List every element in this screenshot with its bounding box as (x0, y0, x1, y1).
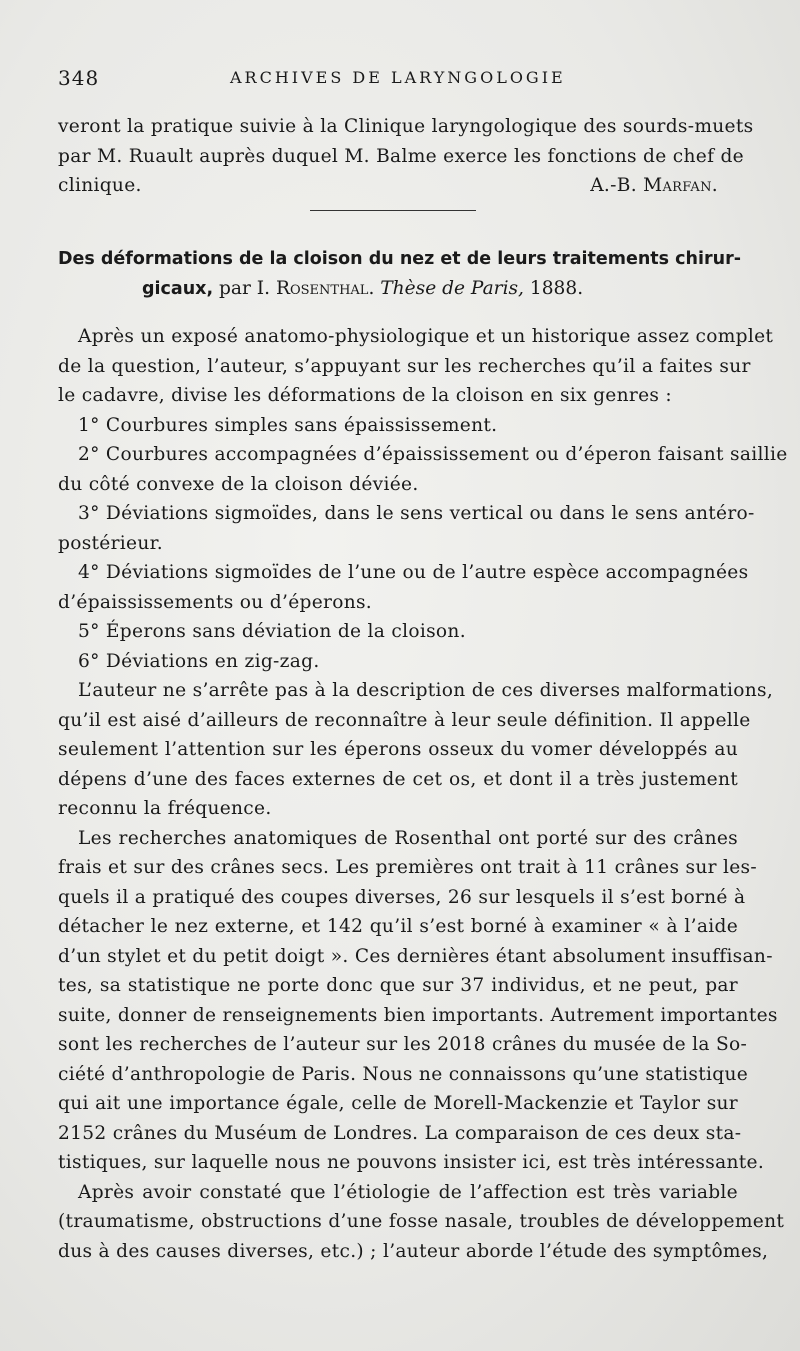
article-title (58, 244, 741, 304)
text-line: L’auteur ne s’arrête pas à la description de ces diverses malformations, (78, 680, 774, 701)
article-body (58, 322, 788, 1266)
text-line: Après un exposé anatomo-physiologique et un historique assez complet (78, 326, 774, 347)
review-signature: A.-B. Marfan. (590, 175, 718, 196)
page-number: 348 (58, 66, 100, 90)
title-line: Des déformations de la cloison du nez et de leurs traitements chirur- (58, 249, 741, 269)
text-line: frais et sur des crânes secs. Les premières ont trait à 11 crânes sur les- (58, 857, 757, 878)
text-line: clinique. (58, 175, 142, 196)
title-end: gicaux, (142, 279, 214, 299)
text-line: tistiques, sur laquelle nous ne pouvons insister ici, est très intéressante. (58, 1152, 765, 1173)
text-line: qui ait une importance égale, celle de Morell-Mackenzie et Taylor sur (58, 1093, 738, 1114)
list-item: 6° Déviations en zig-zag. (78, 650, 320, 672)
citation-these: Thèse de Paris, (374, 278, 524, 299)
text-line: dus à des causes diverses, etc.) ; l’auteur aborde l’étude des symptômes, (58, 1240, 769, 1262)
list-item: 5° Éperons sans déviation de la cloison. (78, 621, 466, 642)
text-line: veront la pratique suivie à la Clinique laryngologique des sourds-muets (58, 116, 754, 137)
citation-author: Rosenthal. (275, 278, 375, 299)
text-line: d’épaississements ou d’éperons. (58, 591, 373, 613)
text-line: postérieur. (58, 532, 163, 554)
list-item: 3° Déviations sigmoïdes, dans le sens vertical ou dans le sens antéro- (78, 503, 755, 524)
text-line: le cadavre, divise les déformations de la cloison en six genres : (58, 385, 672, 406)
list-item: 4° Déviations sigmoïdes de l’une ou de l’autre espèce accompagnées (78, 562, 749, 583)
list-item: 1° Courbures simples sans épaississement. (78, 414, 498, 436)
text-line: reconnu la fréquence. (58, 798, 272, 819)
title-citation-line (58, 274, 738, 304)
text-line: par M. Ruault auprès duquel M. Balme exerce les fonctions de chef de (58, 145, 744, 167)
running-title: ARCHIVES DE LARYNGOLOGIE (230, 68, 566, 87)
section-divider (310, 210, 476, 211)
text-line: du côté convexe de la cloison déviée. (58, 473, 419, 495)
text-line: tes, sa statistique ne porte donc que sur 37 individus, et ne peut, par (58, 975, 738, 996)
text-line: suite, donner de renseignements bien importants. Autrement importantes (58, 1004, 778, 1026)
text-line: (traumatisme, obstructions d’une fosse nasale, troubles de développement (58, 1211, 785, 1232)
text-line: quels il a pratiqué des coupes diverses, 26 sur lesquels il s’est borné à (58, 886, 746, 908)
text-line: dépens d’une des faces externes de cet os, et dont il a très justement (58, 768, 738, 790)
text-line: qu’il est aisé d’ailleurs de reconnaître à leur seule définition. Il appelle (58, 709, 751, 731)
text-line: détacher le nez externe, et 142 qu’il s’est borné à examiner « à l’aide (58, 916, 738, 937)
text-line: Après avoir constaté que l’étiologie de l’affection est très variable (78, 1181, 738, 1203)
intro-paragraph (58, 112, 754, 201)
list-item: 2° Courbures accompagnées d’épaississement ou d’éperon faisant saillie (78, 444, 788, 465)
text-line-with-signature (58, 171, 738, 201)
text-line: 2152 crânes du Muséum de Londres. La comparaison de ces deux sta- (58, 1122, 742, 1144)
text-line: de la question, l’auteur, s’appuyant sur les recherches qu’il a faites sur (58, 355, 751, 377)
text-line: sont les recherches de l’auteur sur les 2018 crânes du musée de la So- (58, 1034, 748, 1055)
citation-par: par I. (213, 278, 276, 299)
text-line: ciété d’anthropologie de Paris. Nous ne connaissons qu’une statistique (58, 1063, 749, 1085)
text-line: d’un stylet et du petit doigt ». Ces dernières étant absolument insuffisan- (58, 945, 773, 967)
text-line: Les recherches anatomiques de Rosenthal ont porté sur des crânes (78, 827, 738, 849)
citation-year: 1888. (523, 278, 584, 299)
running-head (58, 66, 738, 96)
text-line: seulement l’attention sur les éperons osseux du vomer développés au (58, 739, 738, 760)
